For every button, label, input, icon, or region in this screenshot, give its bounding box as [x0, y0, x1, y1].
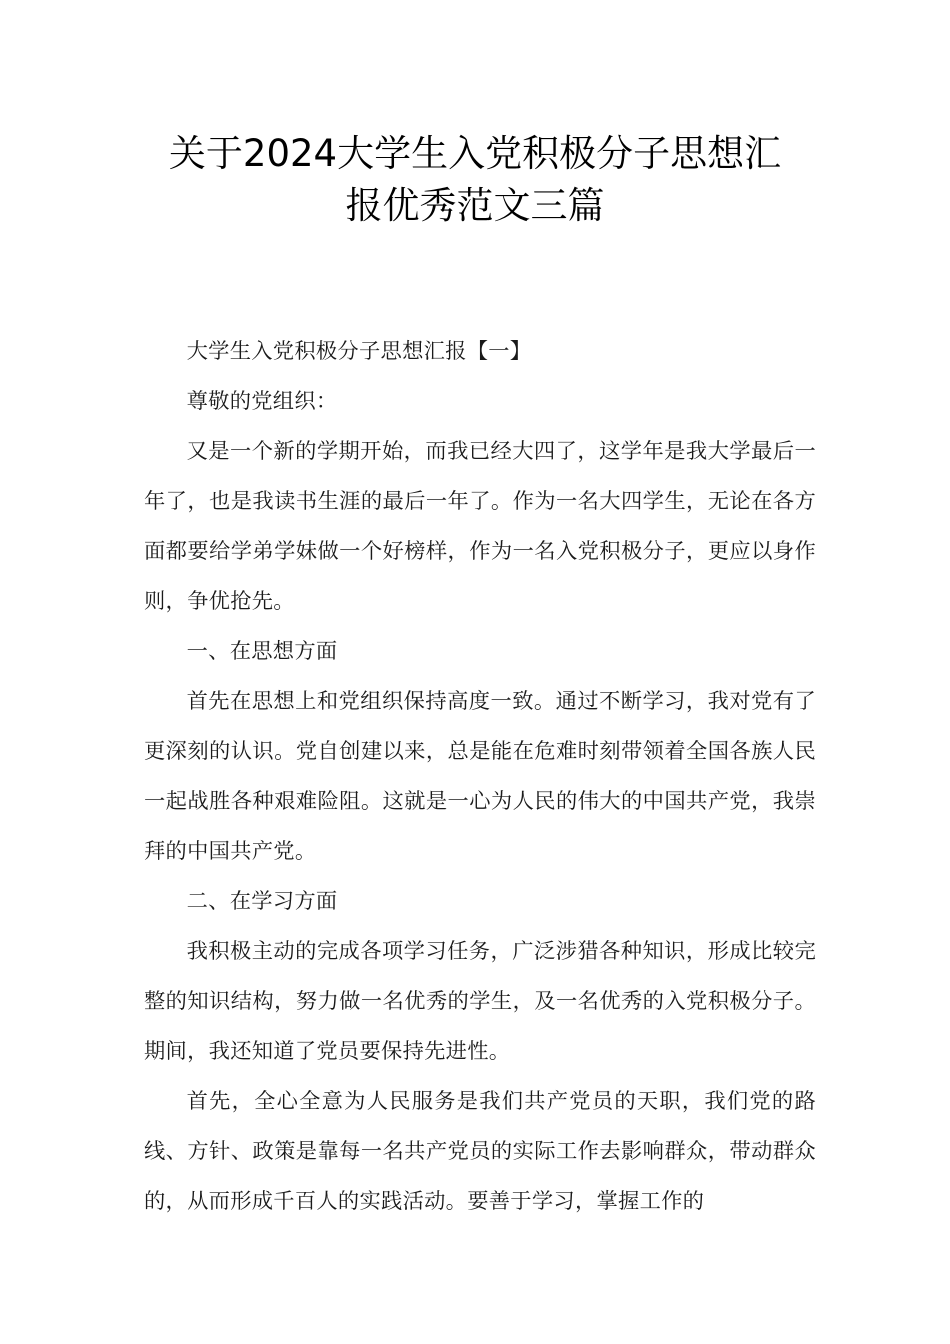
paragraph-thought: 首先在思想上和党组织保持高度一致。通过不断学习，我对党有了更深刻的认识。党自创建以来，总是能在危难时刻带领着全国各族人民一起战胜各种艰难险阻。这就是一心为人民的伟大的中国共产党，我崇拜的中国共产党。: [144, 689, 816, 864]
title-line-1: 关于2024大学生入党积极分子思想汇: [168, 132, 782, 175]
document-body: [144, 327, 816, 1227]
paragraph-service: 首先，全心全意为人民服务是我们共产党员的天职，我们党的路线、方针、政策是靠每一名共产党员的实际工作去影响群众，带动群众的，从而形成千百人的实践活动。要善于学习，掌握工作的: [144, 1089, 816, 1214]
salutation: 尊敬的党组织：: [186, 389, 338, 414]
section-heading-study: 二、在学习方面: [186, 889, 338, 914]
paragraph-intro: 又是一个新的学期开始，而我已经大四了，这学年是我大学最后一年了，也是我读书生涯的最后一年了。作为一名大四学生，无论在各方面都要给学弟学妹做一个好榜样，作为一名入党积极分子，更应以身作则，争优抢先。: [144, 439, 816, 614]
section-heading-report-one: 大学生入党积极分子思想汇报【一】: [186, 339, 532, 364]
document-title: [0, 128, 950, 232]
paragraph-study: 我积极主动的完成各项学习任务，广泛涉猎各种知识，形成比较完整的知识结构，努力做一名优秀的学生，及一名优秀的入党积极分子。期间，我还知道了党员要保持先进性。: [144, 939, 816, 1064]
title-line-2: 报优秀范文三篇: [345, 184, 605, 227]
section-heading-thought: 一、在思想方面: [186, 639, 338, 664]
